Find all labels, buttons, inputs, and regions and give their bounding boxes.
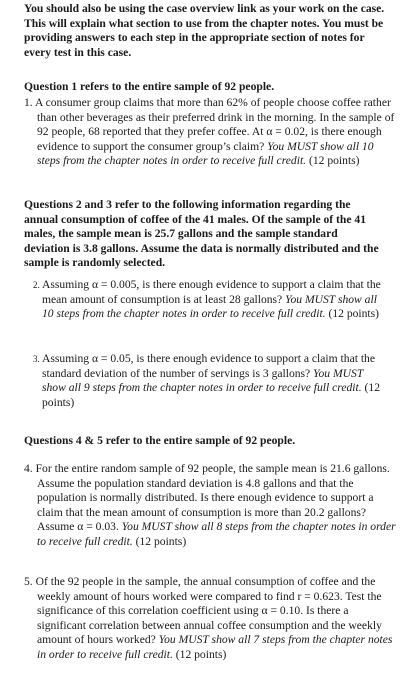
section2-heading: Questions 2 and 3 refer to the following information regarding the annual consumption of coffee of the 41 males. Of the sample of the 41 males, the sample mean is 25.7 gallons and the sample standard deviation is 3.8 gallons. Assume the data is normally distributed and the sample is randomly selected. [24, 198, 379, 270]
question-1-instruction: You MUST show all 10 steps from the chapter notes in order to receive full credit. [37, 139, 374, 168]
intro-paragraph: You should also be using the case overview link as your work on the case. This will explain what section to use from the chapter notes. You must be providing answers to each step in the appropriate section of notes for every test in this case. [24, 2, 385, 59]
question-3-number: 3. [33, 354, 40, 364]
question-5-instruction: You MUST show all 7 steps from the chapter notes in order to receive full credit. [37, 633, 393, 661]
question-1 [24, 96, 399, 169]
question-2-points: (12 points) [328, 307, 380, 321]
question-4-instruction: You MUST show all 8 steps from the chapter notes in order to receive full credit. [37, 520, 396, 548]
question-4-body: For the entire random sample of 92 people, the sample mean is 21.6 gallons. Assume the population standard deviation is 4.8 gallons and that the population is normally distributed. Is there enough evidence to support a claim that the mean amount of consumption is more than 20.2 gallons? Assume α = 0.03. [35, 462, 390, 534]
question-2-body: Assuming α = 0.005, is there enough evidence to support a claim that the mean amount of consumption is at least 28 gallons? [42, 278, 381, 306]
question-4 [24, 462, 399, 550]
question-3-body: Assuming α = 0.05, is there enough evidence to support a claim that the standard deviation of the number of servings is 3 gallons? [42, 352, 375, 380]
question-2-instruction: You MUST show all 10 steps from the chapter notes in order to receive full credit. [42, 292, 377, 321]
question-5-number: 5. [24, 575, 33, 588]
question-3-instruction: You MUST show all 9 steps from the chapter notes in order to receive full credit. [42, 366, 364, 395]
question-1-number: 1. [24, 96, 33, 109]
question-5 [24, 575, 399, 663]
question-3-points: (12 points) [42, 381, 381, 409]
question-5-body: Of the 92 people in the sample, the annual consumption of coffee and the weekly amount of hours worked were compared to find r = 0.623. Test the significance of this correlation coefficient using α = 0.10. Is there a significant correlation between annual coffee consumption and the weekly amount of hours worked? [35, 575, 382, 647]
section3-heading: Questions 4 & 5 refer to the entire sample of 92 people. [24, 434, 296, 447]
question-4-number: 4. [24, 462, 33, 475]
question-5-points: (12 points) [175, 647, 227, 661]
question-2-number: 2. [33, 280, 40, 290]
question-4-points: (12 points) [135, 534, 187, 548]
question-1-points: (12 points) [308, 154, 360, 168]
question-3 [33, 352, 383, 410]
section1-heading: Question 1 refers to the entire sample of 92 people. [24, 80, 275, 93]
question-1-body: A consumer group claims that more than 62% of people choose coffee rather than other beverages as their preferred drink in the morning. In the sample of 92 people, 68 reported that they prefer coffee. At α = 0.02, is there enough evidence to support the consumer group’s claim? [34, 96, 395, 153]
question-2 [33, 278, 383, 322]
